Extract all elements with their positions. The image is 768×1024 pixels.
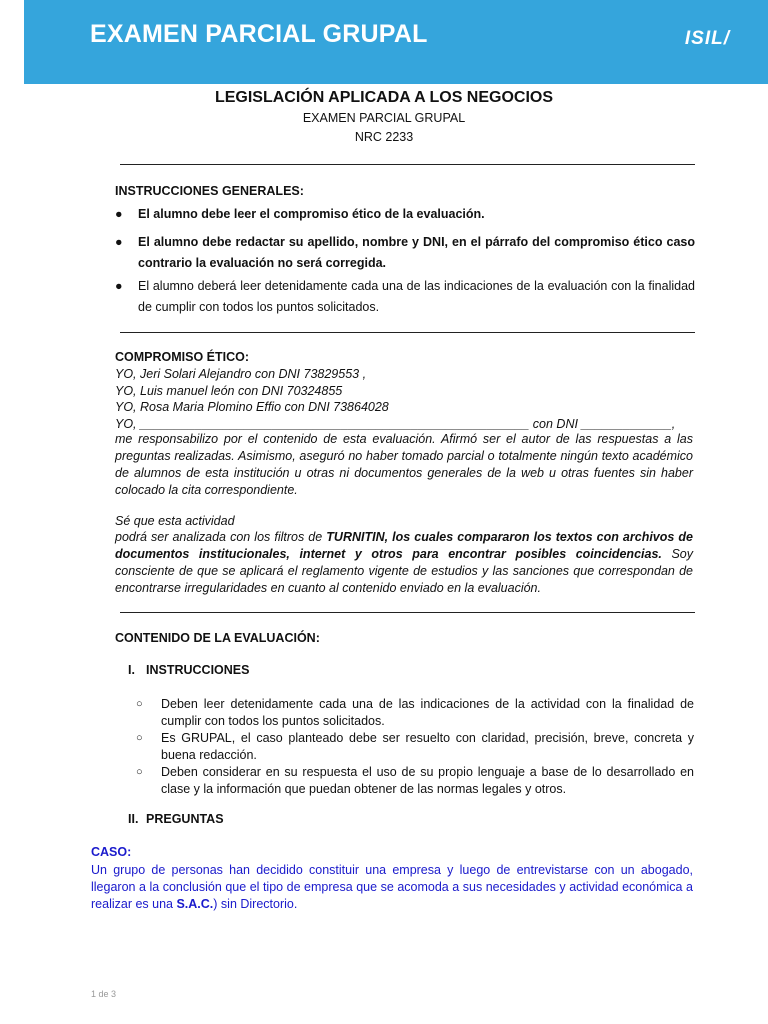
header-title: EXAMEN PARCIAL GRUPAL	[90, 20, 428, 48]
ethics-line: YO, ________________________________________________________ con DNI _____________,	[115, 417, 676, 431]
instruction-item: ● El alumno deberá leer detenidamente cada una de las indicaciones de la evaluación con la finalidad de cumplir con todos los puntos solicitados.	[115, 276, 695, 318]
bullet-icon: ●	[115, 207, 123, 221]
page-number: 1 de 3	[91, 989, 117, 999]
ethics-line: YO, Luis manuel león con DNI 70324855	[115, 384, 343, 398]
content-heading: CONTENIDO DE LA EVALUACIÓN:	[115, 631, 320, 645]
bullet-icon: ●	[115, 279, 123, 293]
circle-bullet-icon: ○	[136, 732, 143, 744]
document-subtitle: EXAMEN PARCIAL GRUPAL	[302, 111, 466, 125]
ethics-line: YO, Jeri Solari Alejandro con DNI 73829553 ,	[115, 367, 367, 381]
content-instruction-item: ○ Es GRUPAL, el caso planteado debe ser resuelto con claridad, precisión, breve, concreta y buena redacción.	[136, 731, 694, 762]
ethics-paragraph: me responsabilizo por el contenido de esta evaluación. Afirmó ser el autor de las respuestas a las preguntas realizadas. Asimismo, aseguró no haber tomado parcial o totalmente ningún texto académico de alumnos de esta institución u otras ni documentos generales de la web u otras fuentes sin haber colocado la cita correspondiente.	[115, 432, 693, 497]
bullet-icon: ●	[115, 235, 123, 249]
nrc-code: NRC 2233	[354, 130, 414, 144]
instruction-item: ● El alumno debe redactar su apellido, nombre y DNI, en el párrafo del compromiso ético caso contrario la evaluación no será corregida.	[115, 232, 695, 274]
ethics-line: YO, Rosa Maria Plomino Effio con DNI 73864028	[115, 400, 389, 414]
content-instruction-item: ○ Deben leer detenidamente cada una de las indicaciones de la actividad con la finalidad de cumplir con todos los puntos solicitados.	[136, 697, 694, 728]
ethics-paragraph-turnitin: podrá ser analizada con los filtros de TURNITIN, los cuales compararon los textos con archivos de documentos institucionales, internet y otros para encontrar posibles coincidencias. Soy consciente de que se aplicará el reglamento vigente de estudios y las sanciones que correspondan de encontrarse irregularidades en cuanto al contenido enviado en la evaluación.	[115, 530, 693, 595]
circle-bullet-icon: ○	[136, 698, 143, 710]
document-title: LEGISLACIÓN APLICADA A LOS NEGOCIOS	[214, 89, 554, 106]
header-banner	[24, 0, 768, 84]
case-label: CASO:	[91, 845, 132, 859]
case-text: Un grupo de personas han decidido constituir una empresa y luego de entrevistarse con un abogado, llegaron a la conclusión que el tipo de empresa que se acomoda a sus necesidades y actividad económica a realizar es una S.A.C.) sin Directorio.	[91, 863, 693, 911]
ethics-line: Sé que esta actividad	[115, 514, 235, 528]
circle-bullet-icon: ○	[136, 766, 143, 778]
ethics-heading: COMPROMISO ÉTICO:	[115, 350, 250, 364]
content-instruction-item: ○ Deben considerar en su respuesta el uso de su propio lenguaje a base de lo desarrollado en clase y la información que puedan obtener de las normas legales y otros.	[136, 765, 694, 796]
divider	[120, 612, 695, 613]
section-questions-heading: II. PREGUNTAS	[128, 812, 224, 826]
instruction-item: ● El alumno debe leer el compromiso ético de la evaluación.	[115, 204, 695, 225]
divider	[120, 332, 695, 333]
instructions-heading: INSTRUCCIONES GENERALES:	[115, 184, 304, 198]
section-instructions-heading: I. INSTRUCCIONES	[128, 663, 250, 677]
isil-logo: ISIL/	[684, 28, 730, 49]
divider	[120, 164, 695, 165]
